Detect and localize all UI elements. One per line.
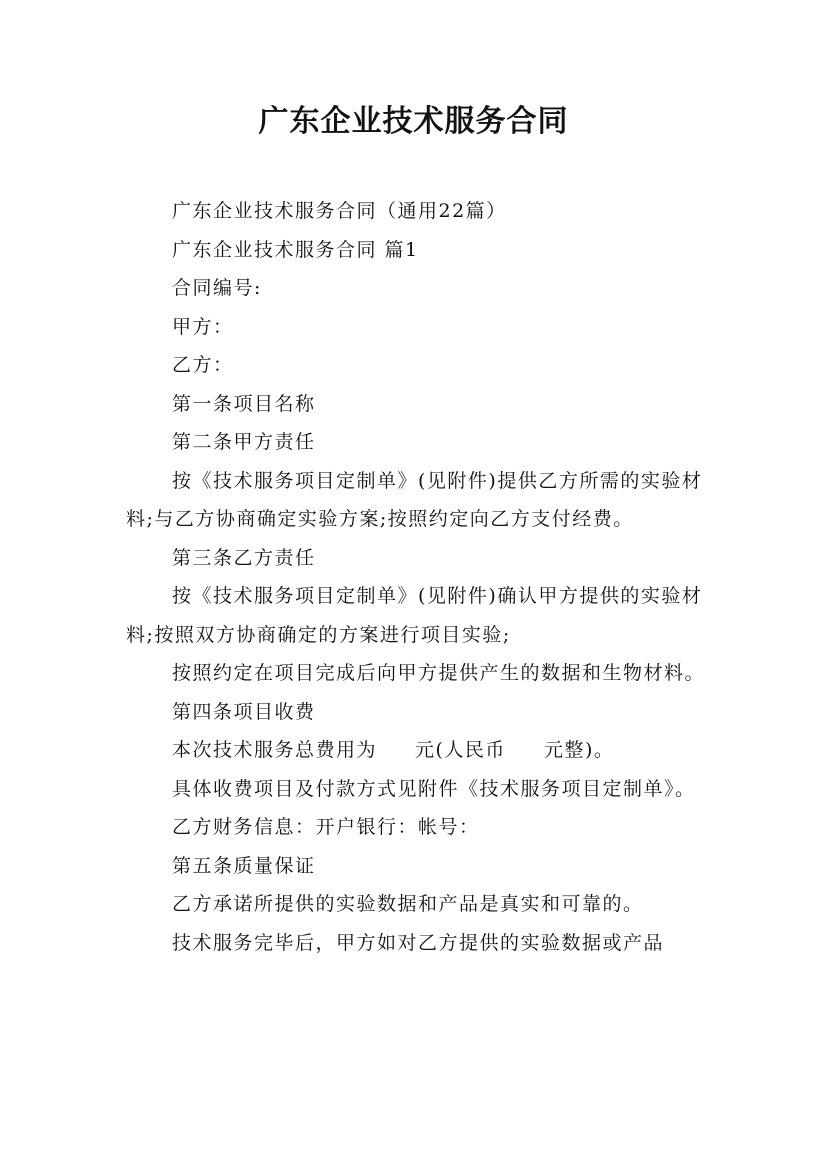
paragraph-heading: 广东企业技术服务合同（通用22篇） bbox=[172, 200, 507, 222]
article-4-bank-info: 乙方财务信息：开户银行：帐号： bbox=[172, 816, 480, 838]
article-5-text-1: 乙方承诺所提供的实验数据和产品是真实和可靠的。 bbox=[172, 893, 644, 915]
article-3-text-1: 按《技术服务项目定制单》(见附件)确认甲方提供的实验材料;按照双方协商确定的方案进行项目实验; bbox=[126, 585, 703, 646]
paragraph-part-title: 广东企业技术服务合同 篇1 bbox=[172, 238, 419, 261]
article-5-heading: 第五条质量保证 bbox=[172, 854, 316, 877]
document-title: 广东企业技术服务合同 bbox=[258, 104, 569, 139]
article-1-heading: 第一条项目名称 bbox=[172, 392, 316, 415]
fee-text-2: 元(人民币 bbox=[415, 739, 506, 761]
article-5-text-2: 技术服务完毕后，甲方如对乙方提供的实验数据或产品 bbox=[172, 931, 665, 954]
article-4-heading: 第四条项目收费 bbox=[172, 700, 316, 723]
article-2-text: 按《技术服务项目定制单》(见附件)提供乙方所需的实验材料;与乙方协商确定实验方案;按照约定向乙方支付经费。 bbox=[126, 469, 703, 530]
fee-text-3: 元整)。 bbox=[543, 739, 615, 761]
paragraph-party-a: 甲方： bbox=[172, 315, 234, 338]
paragraph-party-b: 乙方： bbox=[172, 354, 234, 376]
article-4-fee-line bbox=[126, 731, 716, 770]
article-3-heading: 第三条乙方责任 bbox=[172, 546, 316, 569]
article-4-payment-text: 具体收费项目及付款方式见附件《技术服务项目定制单》。 bbox=[172, 777, 696, 800]
fee-text-1: 本次技术服务总费用为 bbox=[172, 739, 378, 761]
document-body bbox=[126, 192, 716, 962]
paragraph-contract-number: 合同编号: bbox=[172, 277, 262, 299]
article-2-heading: 第二条甲方责任 bbox=[172, 431, 316, 453]
article-3-text-2: 按照约定在项目完成后向甲方提供产生的数据和生物材料。 bbox=[172, 662, 706, 684]
